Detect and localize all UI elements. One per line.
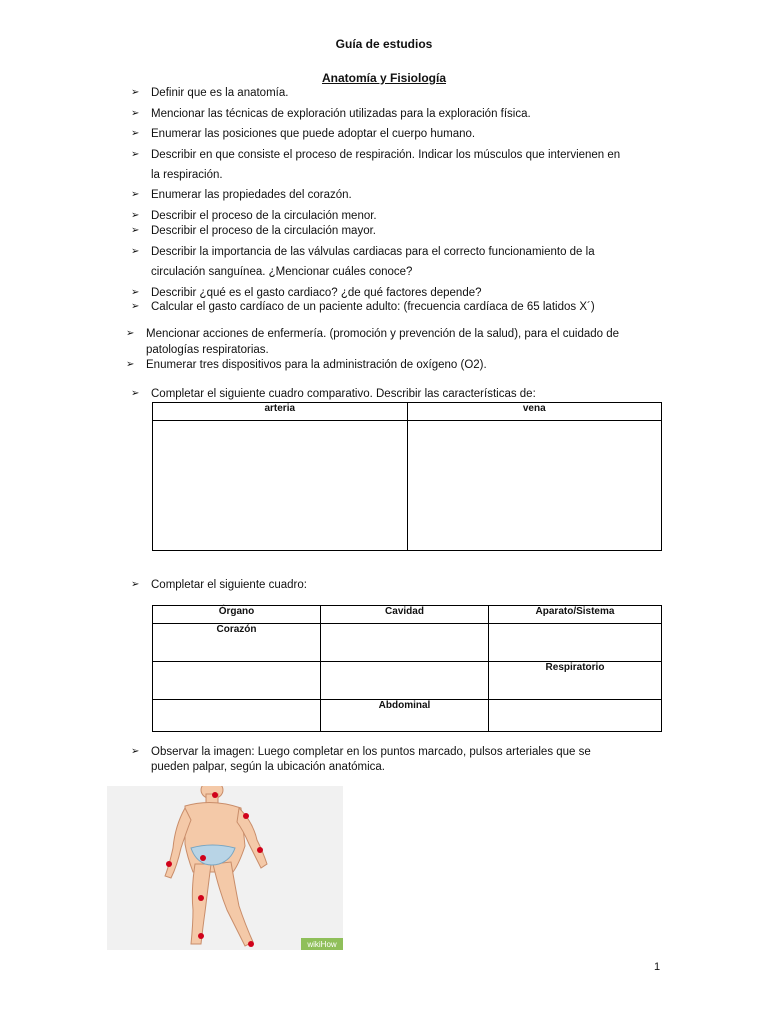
table-header-row <box>153 403 662 421</box>
list-item-text: Calcular el gasto cardíaco de un paciente adulto: (frecuencia cardíaca de 65 latidos X´) <box>151 301 595 313</box>
cell-vena[interactable] <box>407 421 662 551</box>
list-item-text: Describir el proceso de la circulación menor. <box>151 210 377 222</box>
list-item-text: Mencionar acciones de enfermería. (promoción y prevención de la salud), para el cuidado de <box>146 328 620 340</box>
arrow-bullet-icon: ➢ <box>131 388 140 399</box>
human-body-figure <box>107 786 343 950</box>
cell-organo[interactable] <box>153 662 321 700</box>
subtitle-text: Anatomía y Fisiología <box>321 71 447 85</box>
arrow-bullet-icon: ➢ <box>131 301 140 312</box>
cell-organo: Corazón <box>153 624 321 662</box>
instruction-line: pueden palpar, según la ubicación anatómica. <box>151 761 386 773</box>
arrow-bullet-icon: ➢ <box>131 149 140 160</box>
pulse-point[interactable] <box>212 792 218 798</box>
instruction-line: Observar la imagen: Luego completar en los puntos marcado, pulsos arteriales que se <box>151 746 591 758</box>
header-organo: Órgano <box>153 606 321 624</box>
list-item-text: Enumerar las propiedades del corazón. <box>151 189 352 201</box>
table-row <box>153 421 662 551</box>
table-row <box>153 662 662 700</box>
document-title: Guía de estudios <box>335 37 433 51</box>
organ-table <box>152 605 662 732</box>
header-aparato-sistema: Aparato/Sistema <box>489 606 662 624</box>
cell-organo[interactable] <box>153 700 321 732</box>
cell-arteria[interactable] <box>153 421 408 551</box>
pulse-point[interactable] <box>198 895 204 901</box>
arrow-bullet-icon: ➢ <box>131 579 140 590</box>
arrow-bullet-icon: ➢ <box>131 746 140 757</box>
document-subtitle <box>0 71 768 85</box>
arrow-bullet-icon: ➢ <box>126 359 135 370</box>
cell-cavidad: Abdominal <box>321 700 489 732</box>
pulse-point[interactable] <box>257 847 263 853</box>
list-item-text: Describir en que consiste el proceso de respiración. Indicar los músculos que intervienen en <box>151 149 621 161</box>
watermark-text: wikiHow <box>307 940 337 949</box>
image-instruction-continuation <box>151 760 385 774</box>
arrow-bullet-icon: ➢ <box>131 246 140 257</box>
page-number: 1 <box>654 961 661 973</box>
comparison-table <box>152 402 662 551</box>
cell-cavidad[interactable] <box>321 662 489 700</box>
arrow-bullet-icon: ➢ <box>131 287 140 298</box>
header-vena: vena <box>407 403 662 421</box>
header-cavidad: Cavidad <box>321 606 489 624</box>
right-leg-shape <box>191 864 211 944</box>
pulse-point[interactable] <box>198 933 204 939</box>
arrow-bullet-icon: ➢ <box>131 189 140 200</box>
arrow-bullet-icon: ➢ <box>131 210 140 221</box>
header-arteria: arteria <box>153 403 408 421</box>
arrow-bullet-icon: ➢ <box>131 225 140 236</box>
list-item-text: patologías respiratorias. <box>146 344 269 356</box>
cell-aparato[interactable] <box>489 624 662 662</box>
list-item-text: Enumerar tres dispositivos para la administración de oxígeno (O2). <box>146 359 487 371</box>
arrow-bullet-icon: ➢ <box>131 128 140 139</box>
table-row <box>153 700 662 732</box>
list-item-text: Enumerar las posiciones que puede adoptar el cuerpo humano. <box>151 128 476 140</box>
pulse-point[interactable] <box>166 861 172 867</box>
arrow-bullet-icon: ➢ <box>126 328 135 339</box>
instruction-text: Completar el siguiente cuadro: <box>151 579 307 591</box>
instruction-text: Completar el siguiente cuadro comparativo. Describir las características de: <box>151 388 536 400</box>
cell-aparato: Respiratorio <box>489 662 662 700</box>
list-item-text: Describir la importancia de las válvulas cardiacas para el correcto funcionamiento de la <box>151 246 595 258</box>
list-item-text: circulación sanguínea. ¿Mencionar cuáles conoce? <box>151 266 413 278</box>
left-leg-shape <box>213 862 253 946</box>
table-header-row <box>153 606 662 624</box>
list-item-text: la respiración. <box>151 169 223 181</box>
list-item-text: Mencionar las técnicas de exploración utilizadas para la exploración física. <box>151 108 531 120</box>
pulse-point[interactable] <box>200 855 206 861</box>
arrow-bullet-icon: ➢ <box>131 108 140 119</box>
body-illustration <box>107 786 343 950</box>
pulse-point[interactable] <box>248 941 254 947</box>
list-item-text: Describir ¿qué es el gasto cardiaco? ¿de qué factores depende? <box>151 287 482 299</box>
arrow-bullet-icon: ➢ <box>131 87 140 98</box>
cell-cavidad[interactable] <box>321 624 489 662</box>
list-item-text: Definir que es la anatomía. <box>151 87 289 99</box>
table-row <box>153 624 662 662</box>
list-item-text: Describir el proceso de la circulación mayor. <box>151 225 376 237</box>
cell-aparato[interactable] <box>489 700 662 732</box>
pulse-point[interactable] <box>243 813 249 819</box>
